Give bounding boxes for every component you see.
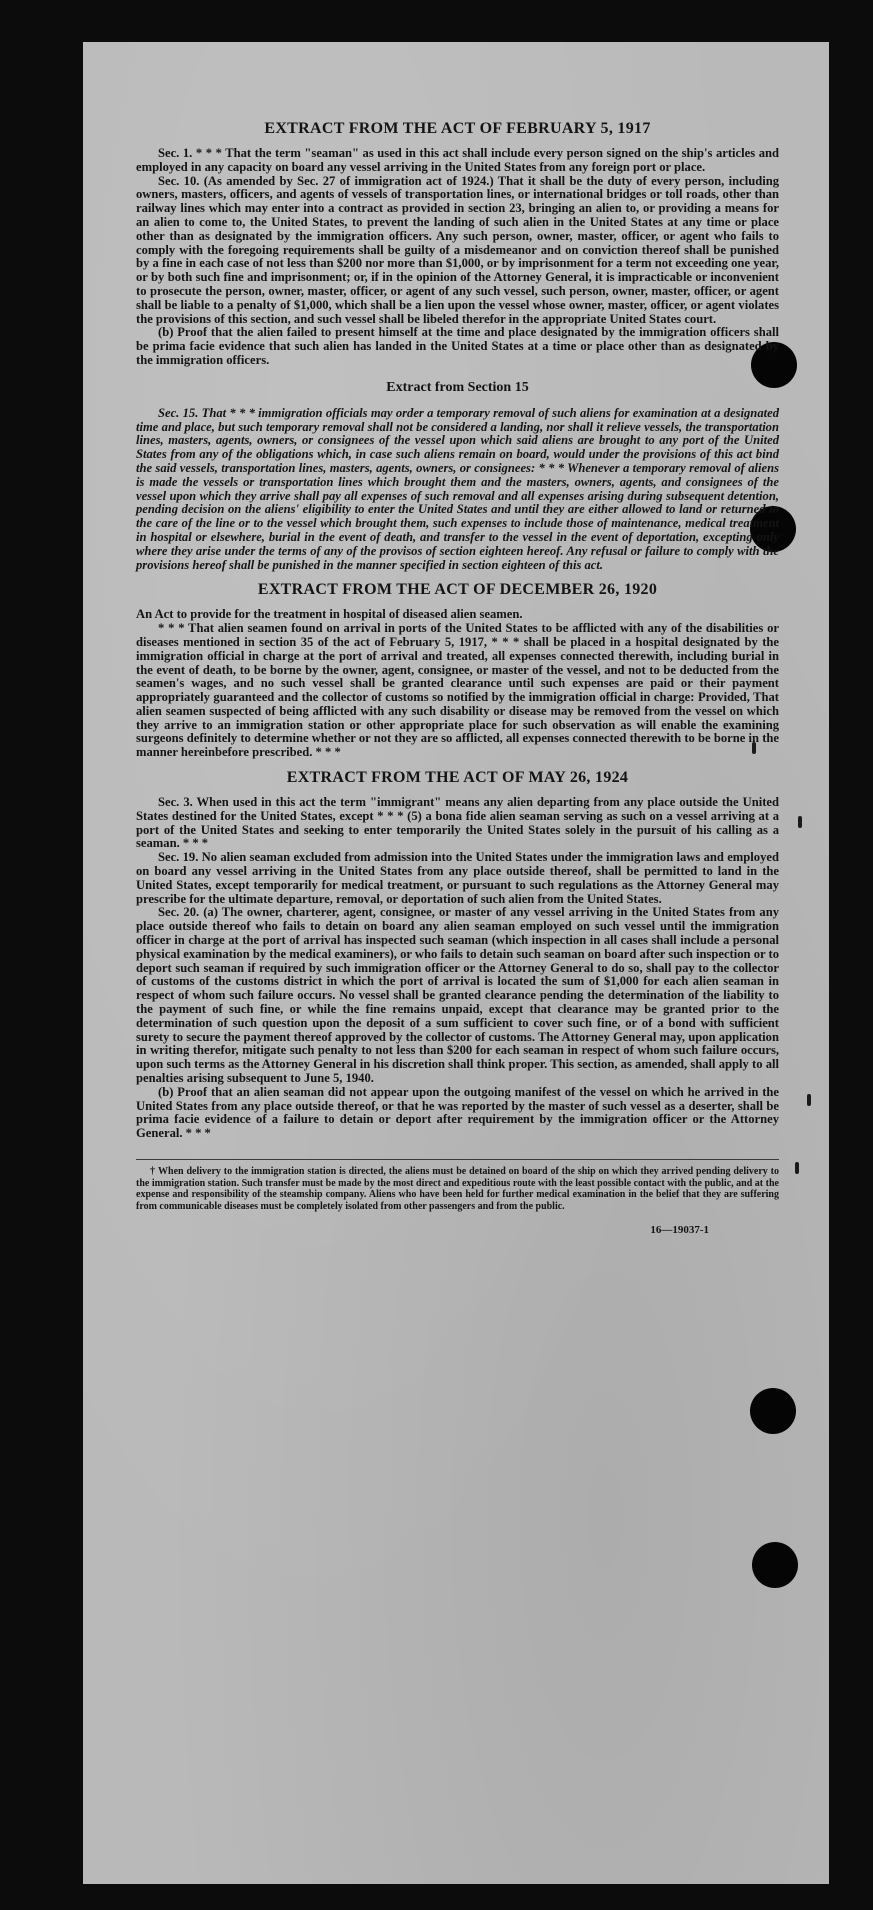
document-text — [136, 120, 779, 1236]
heading-act-1924: EXTRACT FROM THE ACT OF MAY 26, 1924 — [286, 769, 629, 787]
section-10b-paragraph: (b) Proof that the alien failed to present himself at the time and place designated by the immigration officers shall be prima facie evidence that such alien has landed in the United States at a time or place other than as designated by the immigration officers. — [136, 325, 779, 367]
form-number: 16—19037-1 — [650, 1224, 709, 1237]
footnote: † When delivery to the immigration station is directed, the aliens must be detained on board of the ship on which they arrived pending delivery to the immigration station. Such transfer must be made by the most direct and expeditious route with the least possible contact with the public, and at the expense and responsibility of the steamship company. Aliens who have been held for further medical examination in the belief that they are suffering from communicable diseases must be completely isolated from other passengers and from the public. — [136, 1159, 779, 1212]
margin-mark — [807, 1094, 811, 1106]
margin-mark — [795, 1162, 799, 1174]
section-19-paragraph: Sec. 19. No alien seaman excluded from admission into the United States under the immigration laws and employed on board any vessel arriving in the United States from any place outside thereof, shall be permitted to land in the United States, except temporarily for medical treatment, or pursuant to such regulations as the Attorney General may prescribe for the ultimate departure, removal, or deportation of such alien from the United States. — [136, 850, 779, 906]
document-page — [83, 42, 829, 1884]
section-3-paragraph: Sec. 3. When used in this act the term "immigrant" means any alien departing from any place outside the United States destined for the United States, except * * * (5) a bona fide alien seaman serving as such on a vessel arriving at a port of the United States and seeking to enter temporarily the United States solely in the pursuit of his calling as a seaman. * * * — [136, 795, 779, 851]
section-20b-paragraph: (b) Proof that an alien seaman did not appear upon the outgoing manifest of the vessel on which he arrived in the United States from any place outside thereof, or that he was reported by the master of such vessel as a deserter, shall be prima facie evidence of a failure to detain or deport after requirement by the immigration officer or the Attorney General. * * * — [136, 1084, 779, 1141]
heading-act-1920: EXTRACT FROM THE ACT OF DECEMBER 26, 1920 — [257, 581, 658, 599]
section-10-paragraph: Sec. 10. (As amended by Sec. 27 of immigration act of 1924.) That it shall be the duty of every person, including owners, masters, officers, and agents of vessels of transportation lines, or international bridges or toll roads, other than railway lines which may enter into a contract as provided in section 23, bringing an alien to, or providing a means for an alien to come to, the United States, to prevent the landing of such alien in the United States at any time or place other than as designated by the immigration officers. Any such person, owner, master, officer, or agent who fails to comply with the foregoing requirements shall be guilty of a misdemeanor and on conviction thereof shall be punished by a fine in each case of not less than $200 nor more than $1,000, or by imprisonment for a term not exceeding one year, or by both such fine and imprisonment; or, if in the opinion of the Attorney General, it is impracticable or inconvenient to prosecute the person, owner, master, officer, or agent of any such vessel, such person, owner, master, officer, or agent shall be liable to a penalty of $1,000, which shall be a lien upon the vessel whose owner, master, officer, or agent violates the provisions of this section, and such vessel shall be libeled therefor in the appropriate United States court. — [136, 173, 779, 326]
heading-section-15: Extract from Section 15 — [386, 379, 529, 395]
section-1-paragraph: Sec. 1. * * * That the term "seaman" as used in this act shall include every person signed on the ship's articles and employed in any capacity on board any vessel arriving in the United States from any foreign port or place. — [136, 146, 779, 174]
heading-act-1917: EXTRACT FROM THE ACT OF FEBRUARY 5, 1917 — [264, 120, 651, 137]
section-20a-paragraph: Sec. 20. (a) The owner, charterer, agent, consignee, or master of any vessel arriving in the United States from any place outside thereof who fails to detain on board any alien seaman employed on such vessel until the immigration officer in charge at the port of arrival has inspected such seaman (which inspection in all cases shall include a personal physical examination by the medical examiners), or who fails to detain such seaman on board after such inspection or to deport such seaman if required by such immigration officer or the Attorney General to do so, shall pay to the collector of customs of the customs district in which the port of arrival is located the sum of $1,000 for each alien seaman in respect of whom such failure occurs. No vessel shall be granted clearance pending the determination of the liability to the payment of such fine, or while the fine remains unpaid, except that clearance may be granted prior to the determination of such question upon the deposit of a sum sufficient to cover such fine, or of a bond with sufficient surety to secure the payment thereof approved by the collector of customs. The Attorney General may, upon application in writing therefor, mitigate such penalty to not less than $200 for each seaman in respect of whom such failure occurs, upon such terms as the Attorney General in his discretion shall think proper. This section, as amended, shall apply to all penalties arising subsequent to June 5, 1940. — [136, 905, 779, 1086]
punch-hole — [750, 1388, 796, 1434]
section-15-paragraph: Sec. 15. That * * * immigration officials may order a temporary removal of such aliens for examination at a designated time and place, but such temporary removal shall not be considered a landing, nor shall it relieve vessels, the transportation lines, masters, agents, owners, or consignees of the vessel upon which said aliens are brought to any port of the United States from any of the obligations which, in case such aliens remain on board, would under the provisions of this act bind the said vessels, transportation lines, masters, agents, owners, or consignees: * * * Whenever a temporary removal of aliens is made the vessels or transportation lines which brought them and the masters, owners, agents, and consignees of the vessel upon which they arrive shall pay all expenses of such removal and all expenses arising during subsequent detention, pending decision on the aliens' eligibility to enter the United States and until they are either allowed to land or returned to the care of the line or to the vessel which brought them, such expenses to include those of maintenance, medical treatment in hospital or elsewhere, burial in the event of death, and transfer to the vessel in the event of deportation, excepting only where they arise under the terms of any of the provisos of section eighteen hereof. Any refusal or failure to comply with the provisions hereof shall be punished in the manner specified in section eighteen of this act. — [136, 405, 779, 572]
act-1920-paragraph: * * * That alien seamen found on arrival in ports of the United States to be afflicted with any of the disabilities or diseases mentioned in section 35 of the act of February 5, 1917, * * * shall be placed in a hospital designated by the immigration official in charge at the port of arrival and treated, all expenses connected therewith, including burial in the event of death, to be borne by the owner, agent, consignee, or master of the vessel, and not to be deducted from the seamen's wages, and no such vessel shall be granted clearance until such expenses are paid or their payment appropriately guaranteed and the collector of customs so notified by the immigration official in charge: Provided, That alien seamen suspected of being afflicted with any such disability or disease may be removed from the vessel on which they arrive to an immigration station or other appropriate place for such observation as will enable the examining surgeons definitely to determine whether or not they are so afflicted, all expenses connected therewith to be borne in the manner hereinbefore prescribed. * * * — [136, 621, 779, 760]
margin-mark — [798, 816, 802, 828]
act-1920-title: An Act to provide for the treatment in hospital of diseased alien seamen. — [136, 607, 523, 622]
punch-hole — [752, 1542, 798, 1588]
